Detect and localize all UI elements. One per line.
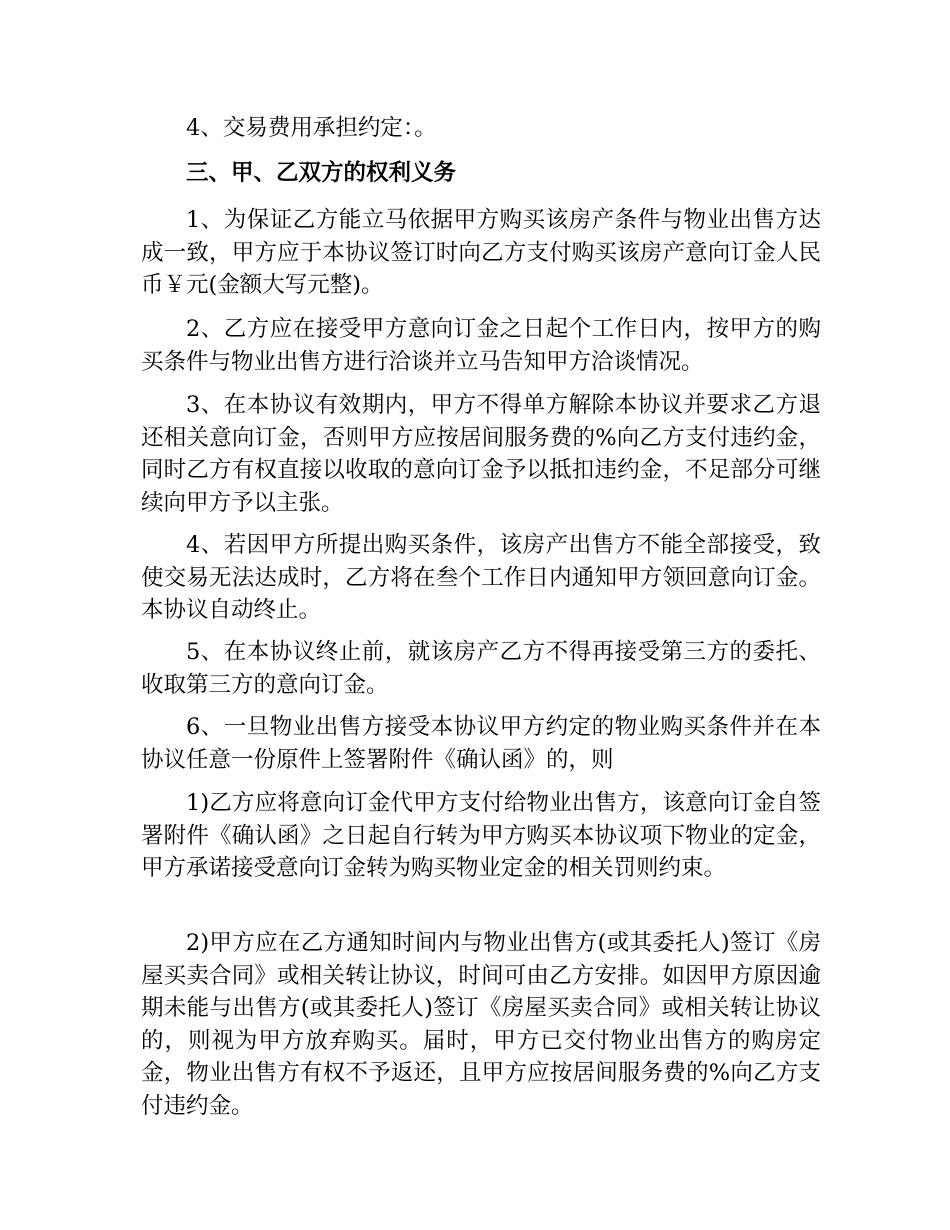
subclause-1-deposit-conversion: 1)乙方应将意向订金代甲方支付给物业出售方，该意向订金自签署附件《确认函》之日起自行转为甲方购买本协议项下物业的定金，甲方承诺接受意向订金转为购买物业定金的相关罚则约束。 xyxy=(141,790,821,881)
clause-3-no-termination: 3、在本协议有效期内，甲方不得单方解除本协议并要求乙方退还相关意向订金，否则甲方应按居间服务费的%向乙方支付违约金，同时乙方有权直接以收取的意向订金予以抵扣违约金，不足部分可继续向甲方予以主张。 xyxy=(141,392,821,516)
clause-4-refund: 4、若因甲方所提出购买条件，该房产出售方不能全部接受，致使交易无法达成时，乙方将在叁个工作日内通知甲方领回意向订金。本协议自动终止。 xyxy=(141,532,821,623)
clause-2-negotiation: 2、乙方应在接受甲方意向订金之日起个工作日内，按甲方的购买条件与物业出售方进行洽谈并立马告知甲方洽谈情况。 xyxy=(141,316,821,375)
clause-5-exclusivity: 5、在本协议终止前，就该房产乙方不得再接受第三方的委托、收取第三方的意向订金。 xyxy=(141,639,821,698)
clause-6-confirmation: 6、一旦物业出售方接受本协议甲方约定的物业购买条件并在本协议任意一份原件上签署附件《确认函》的，则 xyxy=(141,714,821,773)
section-heading-rights-obligations: 三、甲、乙双方的权利义务 xyxy=(186,160,457,186)
clause-1-deposit: 1、为保证乙方能立马依据甲方购买该房产条件与物业出售方达成一致，甲方应于本协议签订时向乙方支付购买该房产意向订金人民币￥元(金额大写元整)。 xyxy=(141,207,821,298)
paragraph-fee-agreement: 4、交易费用承担约定：。 xyxy=(186,115,437,141)
subclause-2-contract-signing: 2)甲方应在乙方通知时间内与物业出售方(或其委托人)签订《房屋买卖合同》或相关转让协议，时间可由乙方安排。如因甲方原因逾期未能与出售方(或其委托人)签订《房屋买卖合同》或相关转让协议的，则视为甲方放弃购买。届时，甲方已交付物业出售方的购房定金，物业出售方有权不予返还，且甲方应按居间服务费的%向乙方支付违约金。 xyxy=(141,930,821,1119)
